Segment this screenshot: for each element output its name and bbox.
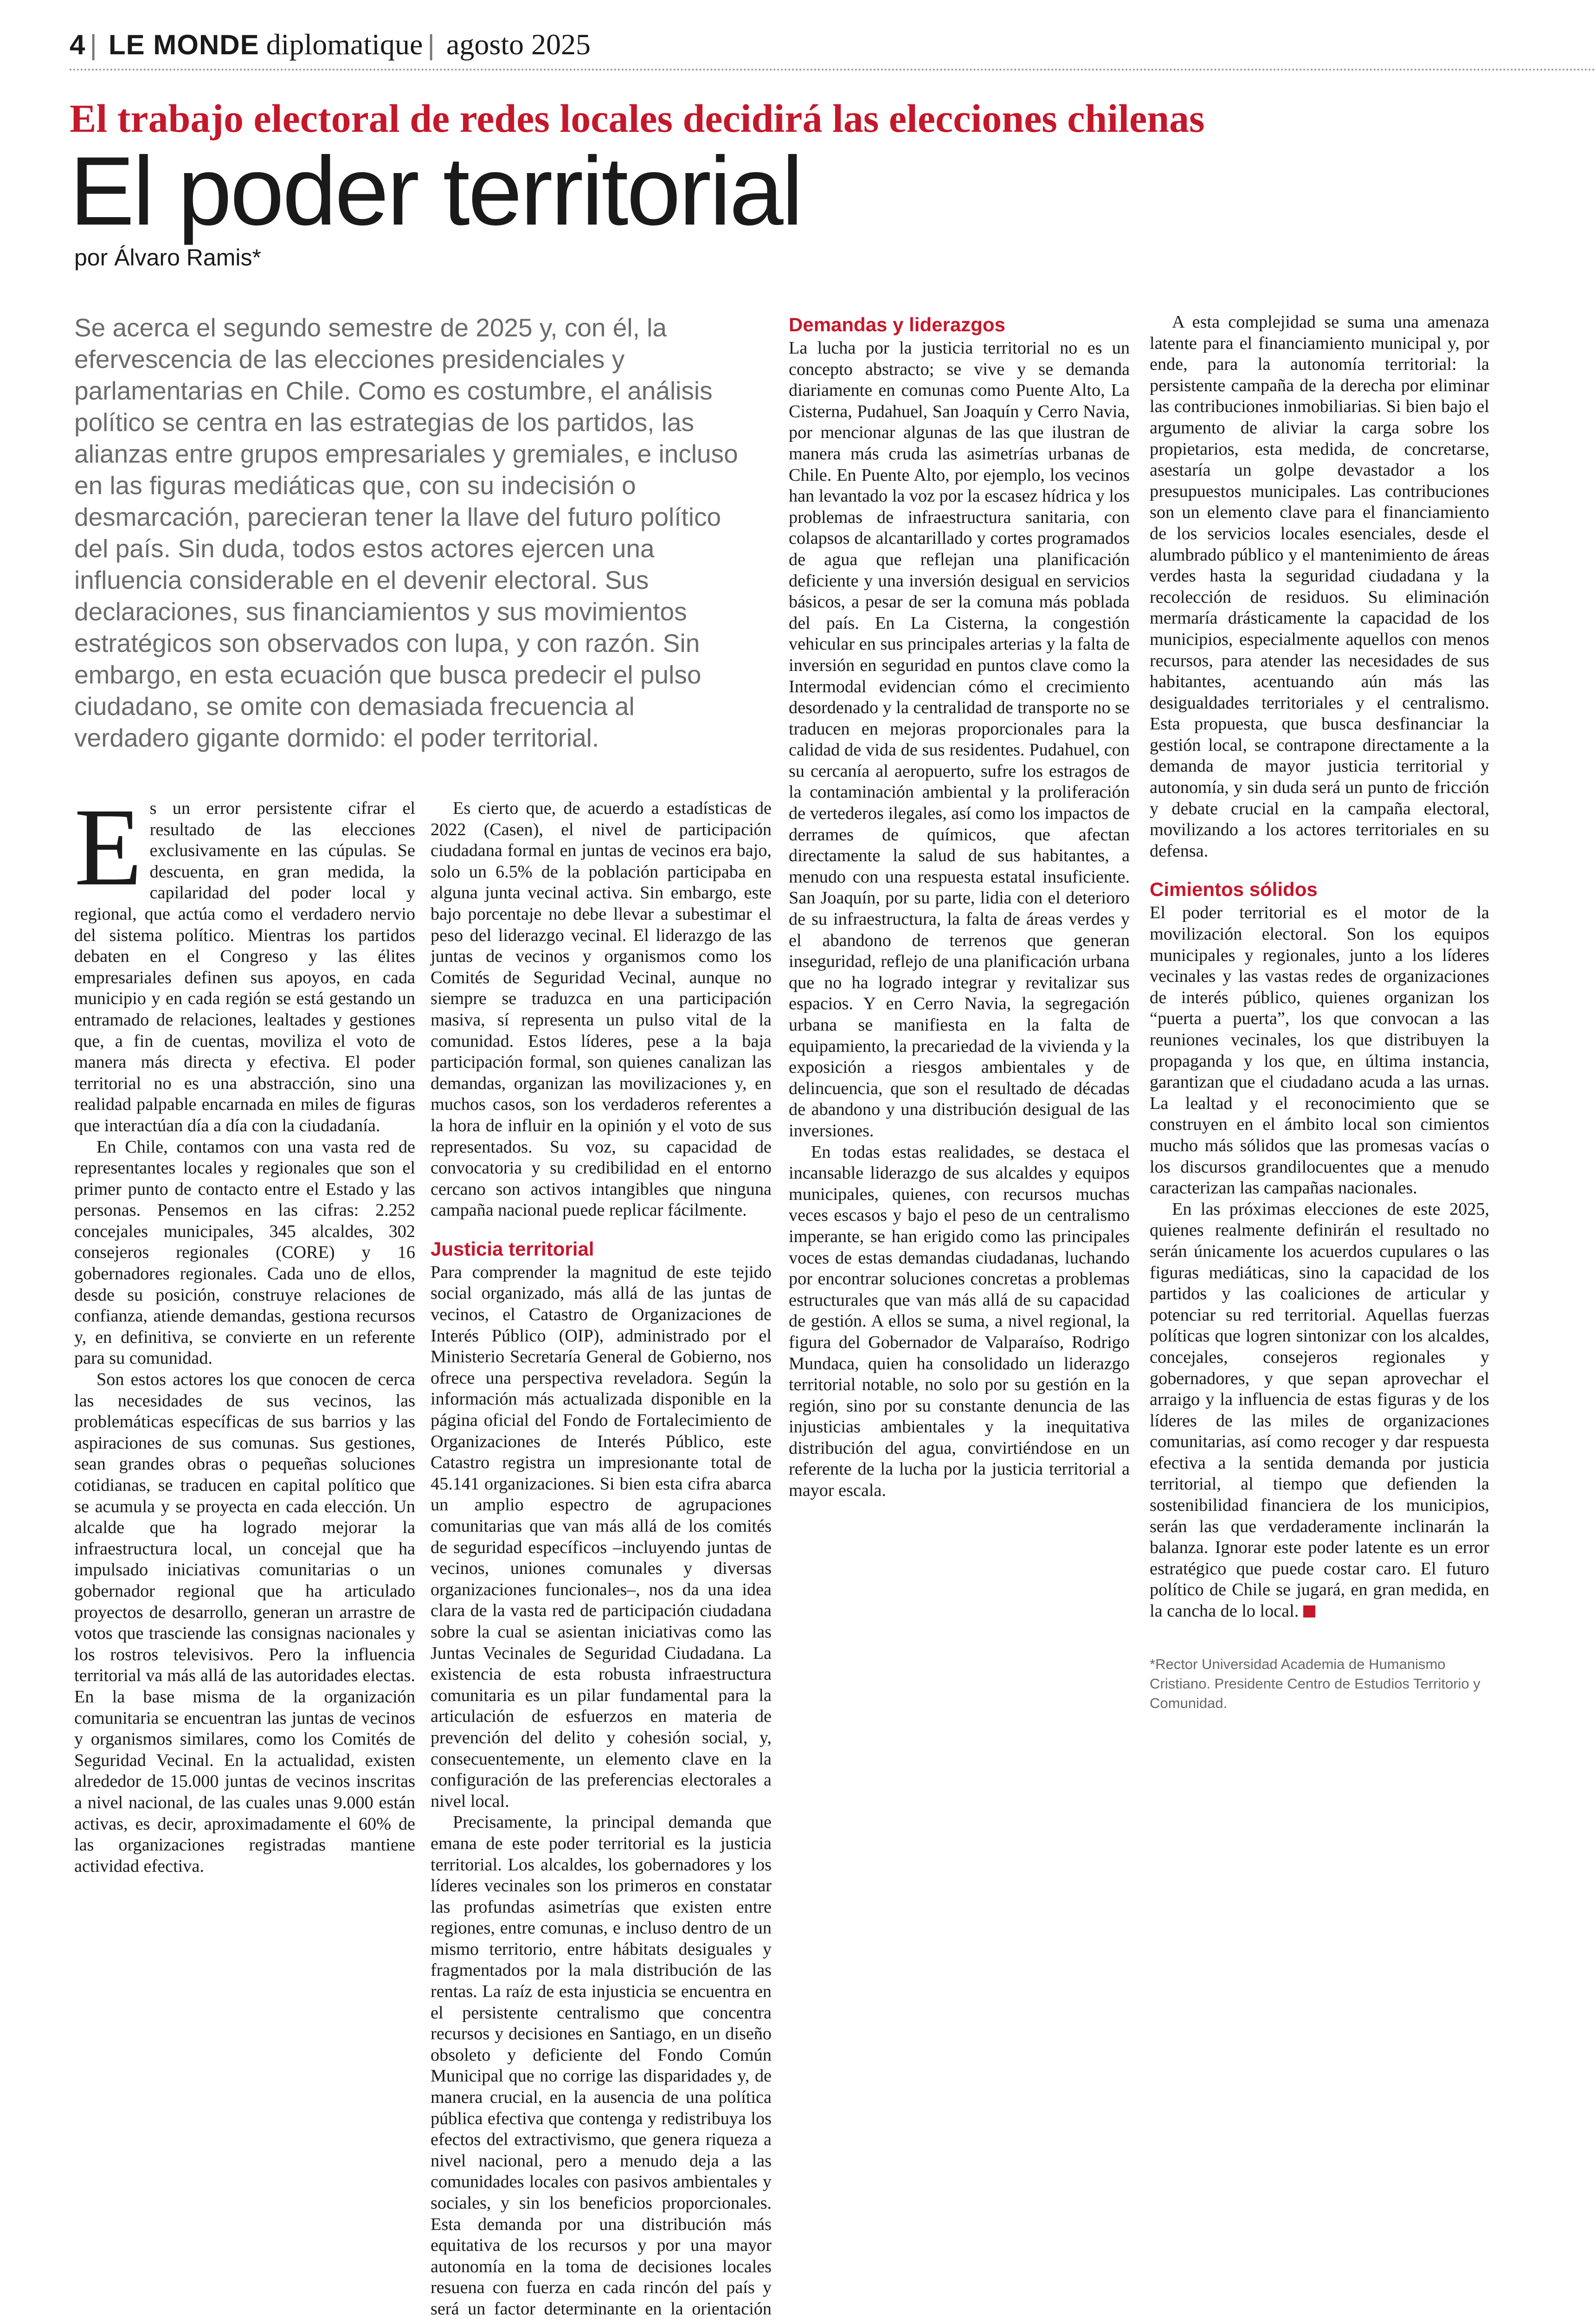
page-number: 4 — [70, 29, 85, 60]
article-headline: El poder territorial — [70, 136, 802, 245]
section-subhead: Justicia territorial — [431, 1237, 594, 1260]
author-footnote: *Rector Universidad Academia de Humanismo Cristiano. Presidente Centro de Estudios Territorio y Comunidad. — [1150, 1656, 1480, 1711]
paragraph: Son estos actores los que conocen de cerca las necesidades de sus vecinos, las problemáticas específicas de sus barrios y las aspiraciones de sus comunas. Sus gestiones, sean grandes obras o pequeñas soluciones cotidianas, se traducen en capital político que se acumula y se proyecta en cada elección. Un alcalde que ha logrado mejorar la infraestructura local, un concejal que ha impulsado iniciativas comunitarias o un gobernador regional que ha articulado proyectos de desarrollo, generan un arrastre de votos que trasciende las consignas nacionales y los rostros televisivos. Pero la influencia territorial va más allá de las autoridades electas. En la base misma de la organización comunitaria se encuentran las juntas de vecinos y organismos similares, como los Comités de Seguridad Vecinal. En la actualidad, existen alrededor de 15.000 juntas de vecinos inscritas a nivel nacional, de las cuales unas 9.000 están activas, es decir, aproximadamente el 60% de las organizaciones registradas mantiene actividad efectiva. — [74, 1370, 415, 1876]
page-folio — [70, 26, 1531, 64]
paragraph — [1150, 1199, 1489, 1622]
paragraph: El poder territorial es el motor de la movilización electoral. Son los equipos municipales y regionales, junto a los líderes vecinales y las vastas redes de organizaciones de interés público, quienes organizan los “puerta a puerta”, los que convocan a las reuniones vecinales, los que distribuyen la propaganda y los que, en última instancia, garantizan que el ciudadano acuda a las urnas. La lealtad y el reconocimiento que se construyen en el ámbito local son cimientos mucho más sólidos que las promesas vacías o los discursos grandilocuentes que a menudo caracterizan las campañas nacionales. — [1150, 903, 1489, 1198]
paragraph: A esta complejidad se suma una amenaza latente para el financiamiento municipal y, por ende, para la autonomía territorial: la persistente campaña de la derecha por eliminar las contribuciones inmobiliarias. Si bien bajo el argumento de aliviar la carga sobre los propietarios, esta medida, de concretarse, asestaría un golpe devastador a los presupuestos municipales. Las contribuciones son un elemento clave para el financiamiento de los servicios locales esenciales, desde el alumbrado público y el mantenimiento de áreas verdes hasta la seguridad ciudadana y la recolección de residuos. Su eliminación mermaría drásticamente la capacidad de los municipios, especialmente aquellos con menos recursos, para atender las necesidades de sus habitantes, acentuando aún más las desigualdades territoriales y el centralismo. Esta propuesta, que busca desfinanciar la gestión local, se contrapone directamente a la demanda de mayor justicia territorial y autonomía, y sin duda será un punto de fricción y debate crucial en la campaña electoral, movilizando a los actores territoriales en su defensa. — [1150, 312, 1489, 861]
publication-name-italic: diplomatique — [266, 28, 423, 61]
paragraph: En Chile, contamos con una vasta red de representantes locales y regionales que son el primer punto de contacto entre el Estado y las personas. Pensemos en las cifras: 2.252 concejales municipales, 345 alcaldes, 302 consejeros regionales (CORE) y 16 gobernadores regionales. Cada uno de ellos, desde su posición, construye relaciones de confianza, atiende demandas, gestiona recursos y, en definitiva, se convierte en un referente para su comunidad. — [74, 1137, 415, 1368]
paragraph: Para comprender la magnitud de este tejido social organizado, más allá de las juntas de vecinos, el Catastro de Organizaciones de Interés Público (OIP), administrado por el Ministerio Secretaría General de Gobierno, nos ofrece una perspectiva reveladora. Según la información más actualizada disponible en la página oficial del Fondo de Fortalecimiento de Organizaciones de Interés Público, este Catastro registra un impresionante total de 45.141 organizaciones. Si bien esta cifra abarca un amplio espectro de agrupaciones comunitarias que van más allá de los comités de seguridad específicos –incluyendo juntas de vecinos, uniones comunales y diversas organizaciones funcionales–, nos da una idea clara de la vasta red de participación ciudadana sobre la cual se asientan iniciativas como las Juntas Vecinales de Seguridad Ciudadana. La existencia de esta robusta infraestructura comunitaria es un pilar fundamental para la articulación de esfuerzos en materia de prevención del delito y cohesión social, y, consecuentemente, un elemento clave en la configuración de las preferencias electorales a nivel local. — [431, 1262, 772, 1811]
end-mark-icon — [1303, 1605, 1315, 1618]
drop-cap: E — [74, 785, 142, 909]
article-kicker: El trabajo electoral de redes locales decidirá las elecciones chilenas — [70, 96, 1205, 141]
section-subhead: Demandas y liderazgos — [789, 314, 1005, 335]
text-column-3 — [789, 312, 1130, 1986]
publication-name: LE MONDE — [108, 29, 259, 60]
paragraph: En todas estas realidades, se destaca el incansable liderazgo de sus alcaldes y equipos municipales, quienes, con recursos muchas veces escasos y bajo el peso de un centralismo imperante, se han erigido como las principales voces de estas demandas ciudadanas, luchando por encontrar soluciones concretas a problemas estructurales que van más allá de su capacidad de gestión. A ellos se suma, a nivel regional, la figura del Gobernador de Valparaíso, Rodrigo Mundaca, quien ha consolidado un liderazgo territorial notable, no solo por su gestión en la región, sino por su constante denuncia de las injusticias ambientales y la inequitativa distribución del agua, convirtiéndose en un referente de la lucha por la justicia territorial a mayor escala. — [789, 1142, 1130, 1501]
paragraph: s un error persistente cifrar el resultado de las elecciones exclusivamente en las cúpulas. Se descuenta, en gran medida, la capilaridad del poder local y regional, que actúa como el verdadero nervio del sistema político. Mientras los partidos debaten en el Congreso y las élites empresariales definen sus apoyos, en cada municipio y en cada región se está gestando un entramado de relaciones, lealtades y gestiones que, a fin de cuentas, moviliza el voto de manera más directa y efectiva. El poder territorial no es una abstracción, sino una realidad palpable encarnada en miles de figuras que interactúan día a día con la ciudadanía. — [74, 799, 415, 1135]
paragraph: Es cierto que, de acuerdo a estadísticas de 2022 (Casen), el nivel de participación ciudadana formal en juntas de vecinos era bajo, solo un 6.5% de la población participaba en alguna junta vecinal activa. Sin embargo, este bajo porcentaje no debe llevar a subestimar el peso del liderazgo vecinal. El liderazgo de las juntas de vecinos y organismos como los Comités de Seguridad Vecinal, aunque no siempre se traduzca en una participación masiva, sí representa un pulso vital de la comunidad. Estos líderes, pese a la baja participación formal, son quienes canalizan las demandas, organizan las movilizaciones y, en muchos casos, son los verdaderos referentes a la hora de influir en la opinión y el voto de sus representados. Su voz, su capacidad de convocatoria y su credibilidad en el entorno cercano son activos intangibles que ninguna campaña nacional puede replicar fácilmente. — [431, 799, 772, 1220]
closing-paragraph-text: En las próximas elecciones de este 2025, quienes realmente definirán el resultado no serán únicamente los acuerdos cupulares o las figuras mediáticas, sino la capacidad de los partidos y las coaliciones de articular y potenciar su red territorial. Aquellas fuerzas políticas que logren sintonizar con los alcaldes, concejales, consejeros regionales y gobernadores, y que sepan aprovechar el arraigo y la influencia de estas figuras y de los líderes de las miles de organizaciones comunitarias, así como recoger y dar respuesta efectiva a la sentida demanda por justicia territorial, al tiempo que defienden la sostenibilidad financiera de los municipios, serán las que verdaderamente inclinarán la balanza. Ignorar este poder latente es un error estratégico que puede costar caro. El futuro político de Chile se jugará, en gran medida, en la cancha de lo local. — [1150, 1199, 1489, 1621]
text-column-2 — [431, 798, 772, 2319]
article-byline: por Álvaro Ramis* — [74, 245, 261, 271]
text-column-4 — [1150, 312, 1489, 1986]
issue-date: agosto 2025 — [446, 28, 591, 61]
header-rule — [70, 69, 1596, 71]
article-lead: Se acerca el segundo semestre de 2025 y, con él, la efervescencia de las elecciones presidenciales y parlamentarias en Chile. Como es costumbre, el análisis político se centra en las estrategias de los partidos, las alianzas entre grupos empresariales y gremiales, e incluso en las figuras mediáticas que, con su indecisión o desmarcación, parecieran tener la llave del futuro político del país. Sin duda, todos estos actores ejercen una influencia considerable en el devenir electoral. Sus declaraciones, sus financiamientos y sus movimientos estratégicos son observados con lupa, y con razón. Sin embargo, en esta ecuación que busca predecir el pulso ciudadano, se omite con demasiada frecuencia al verdadero gigante dormido: el poder territorial. — [74, 313, 738, 752]
paragraph: Precisamente, la principal demanda que emana de este poder territorial es la justicia territorial. Los alcaldes, los gobernadores y los líderes vecinales son los primeros en constatar las profundas asimetrías que existen entre regiones, entre comunas, e incluso dentro de un mismo territorio, entre hábitats desiguales y fragmentados por la mala distribución de las rentas. La raíz de esta injusticia se encuentra en el persistente centralismo que concentra recursos y decisiones en Santiago, en un diseño obsoleto y deficiente del Fondo Común Municipal que no corrige las disparidades y, de manera crucial, en la ausencia de una política pública efectiva que contenga y redistribuya los efectos del extractivismo, que genera riqueza a nivel nacional, pero a menudo deja a las comunidades locales con pasivos ambientales y sociales, y sin los beneficios proporcionales. Esta demanda por una distribución más equitativa de los recursos y por una mayor autonomía en la toma de decisiones locales resuena con fuerza en cada rincón del país y será un factor determinante en la orientación — [431, 1812, 772, 2319]
folio-separator: | — [427, 29, 435, 60]
paragraph: La lucha por la justicia territorial no es un concepto abstracto; se vive y se demanda diariamente en comunas como Puente Alto, La Cisterna, Pudahuel, San Joaquín y Cerro Navia, por mencionar algunas de las que ilustran de manera más cruda las asimetrías urbanas de Chile. En Puente Alto, por ejemplo, los vecinos han levantado la voz por la escasez hídrica y los problemas de infraestructura sanitaria, con colapsos de alcantarillado y cortes programados de agua que reflejan una planificación deficiente y una inversión desigual en servicios básicos, a pesar de ser la comuna más poblada del país. En La Cisterna, la congestión vehicular en sus principales arterias y la falta de inversión en seguridad en puntos clave como la Intermodal evidencian cómo el crecimiento desordenado y la centralidad de transporte no se traducen en mejoras proporcionales para la calidad de vida de sus residentes. Pudahuel, con su cercanía al aeropuerto, sufre los estragos de la contaminación ambiental y la proliferación de vertederos ilegales, así como los impactos de derrames de químicos, que afectan directamente la salud de sus habitantes, a menudo con una respuesta estatal insuficiente. San Joaquín, por su parte, lidia con el deterioro de su infraestructura, la falta de áreas verdes y el abandono de terrenos que generan inseguridad, reflejo de una planificación urbana que no ha logrado integrar y revitalizar sus espacios. Y en Cerro Navia, la segregación urbana se manifiesta en la falta de equipamiento, la precariedad de la vivienda y la exposición a riesgos ambientales y de delincuencia, que son el resultado de décadas de abandono y una distribución desigual de las inversiones. — [789, 338, 1130, 1141]
folio-separator: | — [90, 29, 97, 60]
text-column-1 — [74, 785, 415, 1986]
section-subhead: Cimientos sólidos — [1150, 878, 1318, 901]
